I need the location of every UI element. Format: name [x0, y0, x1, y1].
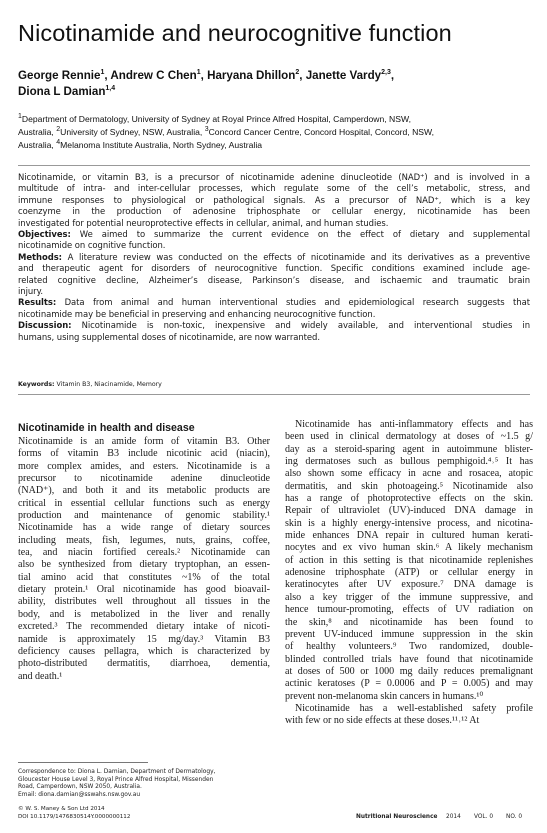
body-line: has a range of photoprotective effects on the skin. — [285, 493, 533, 505]
body-line: tial amino acid that constitutes ~1% of the total — [18, 571, 270, 583]
author-affiliation-mark: 1 — [100, 69, 105, 77]
body-line: skin is a highly energy-intensive process, and nicotina- — [285, 517, 533, 529]
body-line: photo-distributed dermatitis, diarrhoea, dementia, — [18, 658, 270, 670]
body-line: also shown some efficacy in acne and rosacea, atopic — [285, 468, 533, 480]
body-line: actinic keratoses (P = 0.0006 and P = 0.005) and may — [285, 678, 533, 690]
body-line: Repair of ultraviolet (UV)-induced DNA damage in — [285, 505, 533, 517]
section-heading: Nicotinamide in health and disease — [18, 422, 195, 434]
abstract-discussion — [18, 320, 530, 343]
author-affiliation-mark: 2,3 — [381, 69, 391, 77]
body-line: of healthy volunteers.⁹ Two randomized, double- — [285, 641, 533, 653]
body-line: ability, distributes well throughout all tissues in the — [18, 596, 270, 608]
journal-year: 2014 — [446, 814, 461, 820]
body-line: also be synthesized from dietary tryptophan, an essen- — [18, 559, 270, 571]
body-line: also a key trigger of the immune suppressive, and — [285, 591, 533, 603]
body-line: nocytes and ex vivo human skin.⁶ A likely mechanism — [285, 542, 533, 554]
abstract-line: Objectives: We aimed to summarize the current evidence on the effect of dietary and supplemental — [18, 229, 530, 240]
abstract-line: related cognitive decline, Alzheimer’s disease, Parkinson’s disease, and ischaemic and traumatic brain — [18, 274, 530, 285]
journal-volume: VOL. 0 — [474, 814, 494, 820]
abstract-line: humans, using supplemental doses of nicotinamide, are now warranted. — [18, 331, 320, 342]
body-line: tea, and niacin fortified cereals.² Nicotinamide can — [18, 547, 270, 559]
abstract-line: nicotinamide may be beneficial in preserving and enhancing neurocognitive function. — [18, 308, 376, 319]
body-line: excreted.³ The recommended dietary intake of nicoti- — [18, 621, 270, 633]
header-divider — [18, 165, 530, 166]
article-title: Nicotinamide and neurocognitive function — [18, 20, 452, 46]
abstract-line: Results: Data from animal and human interventional studies and epidemiological research suggests that — [18, 297, 530, 308]
abstract-line: coenzyme in the production of adenosine triphosphate or cellular energy, nicotinamide has been — [18, 206, 530, 217]
correspondence — [18, 769, 270, 799]
abstract-line: and therapeutic agent for disorders of neurocognitive function. Specific conditions examined include age- — [18, 263, 530, 274]
body-line: adenosine triphosphate (ATP) or cellular energy in — [285, 567, 533, 579]
abstract-line: Nicotinamide, or vitamin B3, is a precursor of nicotinamide adenine dinucleotide (NAD⁺) and is involved in a — [18, 172, 530, 182]
affiliation-line: Australia, $^4$Melanoma Institute Australia, North Sydney, Australia — [18, 139, 263, 150]
abstract — [18, 172, 530, 343]
body-line: at doses of 500 or 1000 mg daily reduces premalignant — [285, 665, 533, 677]
author-affiliation-mark: 1 — [196, 69, 201, 77]
body-line: prevent non-melanoma skin cancers in humans.¹⁰ — [285, 690, 484, 702]
author-affiliation-mark: 1,4 — [105, 85, 116, 93]
body-left-column — [18, 421, 270, 683]
abstract-line: nicotinamide on cognitive function. — [18, 240, 166, 251]
author-list: George Rennie$^1$, Andrew C Chen$^1$, Haryana Dhillon$^2$, Janette Vardy$^{2,3}$, Diona L Damian$^{1,4}$ — [18, 69, 395, 98]
body-line: production and maintenance of genomic stability.¹ — [18, 510, 270, 522]
body-line: Nicotinamide has a well-established safety profile — [295, 702, 533, 714]
body-line: with few or no side effects at these doses.¹¹˒¹² At — [285, 715, 480, 727]
footer-publisher — [18, 805, 268, 821]
body-line: body, and is metabolized in the liver and renally — [18, 608, 270, 620]
correspondence-divider — [18, 762, 148, 763]
journal-number: NO. 0 — [506, 814, 523, 820]
affiliations — [18, 113, 530, 152]
body-line: prevent UV-induced immune suppression in the skin — [285, 628, 533, 640]
journal-name: Nutritional Neuroscience — [356, 814, 438, 820]
body-line: of action in this setting is that nicotinamide replenishes — [285, 554, 533, 566]
body-line: including meats, fish, legumes, nuts, grains, coffee, — [18, 534, 270, 546]
body-line: namide is approximately 15 mg/day.³ Vitamin B3 — [18, 633, 270, 645]
correspondence-line: Gloucester House Level 3, Royal Prince Alfred Hospital, Missenden — [18, 776, 214, 783]
body-line: precursor to nicotinamide adenine dinucleotide — [18, 473, 270, 485]
body-line: (NAD⁺), and both it and its metabolic products are — [18, 485, 270, 497]
abstract-section-label: Objectives: — [18, 229, 71, 240]
author-name: Haryana Dhillon — [207, 69, 296, 82]
body-line: dermatitis, and skin photoageing.⁵ Nicotinamide also — [285, 480, 533, 492]
abstract-section-label: Discussion: — [18, 320, 72, 331]
body-line: mide enhances DNA repair in cultured human kerati- — [285, 530, 533, 542]
body-line: day as a steroid-sparing agent in autoimmune blister- — [285, 443, 533, 455]
author-name: Diona L Damian — [18, 85, 106, 98]
body-line: deficiency causes pellagra, which is characterized by — [18, 645, 270, 657]
abstract-line: injury. — [18, 286, 43, 297]
doi: DOI 10.1179/1476830514Y.0000000112 — [18, 814, 131, 820]
abstract-line: multitude of intra- and inter-cellular processes, which regulate some of the cell’s metabolic, stress, and — [18, 183, 530, 194]
author-name: Janette Vardy — [305, 69, 382, 82]
right-column-text — [285, 419, 533, 728]
abstract-results — [18, 297, 530, 320]
body-line: forms of vitamin B3 include nicotinic acid (niacin), — [18, 448, 270, 460]
abstract-intro — [18, 172, 530, 229]
abstract-section-label: Results: — [18, 297, 57, 308]
body-line: ing dermatoses such as bullous pemphigoid.⁴˒⁵ It has — [285, 456, 533, 468]
affiliation-line: $^1$Department of Dermatology, University of Sydney at Royal Prince Alfred Hospital, Camperdown, NSW, — [18, 113, 412, 124]
left-column-text — [18, 436, 270, 683]
abstract-divider — [18, 394, 530, 395]
body-line: hence tumour-promoting, effects of UV radiation on — [285, 604, 533, 616]
abstract-objectives — [18, 229, 530, 252]
abstract-methods — [18, 252, 530, 298]
footer-journal-info — [356, 814, 536, 820]
correspondence-line: Road, Camperdown, NSW 2050, Australia. — [18, 784, 142, 791]
body-right-column — [285, 419, 533, 728]
author-affiliation-mark: 2 — [295, 69, 300, 77]
keywords-text: Vitamin B3, Niacinamide, Memory — [54, 381, 162, 388]
body-line: Nicotinamide has anti-inflammatory effects and has — [295, 419, 533, 430]
copyright: © W. S. Maney & Son Ltd 2014 — [18, 806, 105, 812]
abstract-line: Discussion: Nicotinamide is non-toxic, inexpensive and widely available, and interventional studies in — [18, 320, 530, 331]
body-line: and death.¹ — [18, 670, 63, 682]
abstract-line: Methods: A literature review was conducted on the effects of nicotinamide and its derivatives as a preventive — [18, 251, 530, 262]
body-line: been used in clinical dermatology at doses of ~1.5 g/ — [285, 431, 533, 443]
body-line: Nicotinamide has a wide range of dietary sources — [18, 522, 270, 534]
body-line: blinded controlled trials have found that nicotinamide — [285, 653, 533, 665]
body-line: more complex amides, and esters. Nicotinamide is a — [18, 460, 270, 472]
body-line: the skin,⁸ and nicotinamide has been found to — [285, 616, 533, 628]
abstract-line: immune responses to physiological or pathological signals. As a precursor of NAD⁺, which is a key — [18, 194, 530, 205]
body-line: Nicotinamide is an amide form of vitamin B3. Other — [18, 436, 270, 447]
correspondence-line: Email: diona.damian@sswahs.nsw.gov.au — [18, 791, 141, 798]
author-name: Andrew C Chen — [110, 69, 197, 82]
abstract-line: investigated for potential neuroprotective effects in cellular, animal, and human studies. — [18, 217, 389, 228]
keywords — [18, 381, 530, 388]
affiliation-line: Australia, $^2$University of Sydney, NSW, Australia, $^3$Concord Cancer Centre, Concord Hospital, Concord, NSW, — [18, 126, 435, 137]
author-name: George Rennie — [18, 69, 101, 82]
abstract-section-label: Methods: — [18, 251, 62, 262]
keywords-label: Keywords: — [18, 381, 55, 388]
correspondence-line: Correspondence to: Diona L. Damian, Department of Dermatology, — [18, 769, 216, 775]
body-line: critical in essential cellular functions such as energy — [18, 497, 270, 509]
body-line: keratinocytes after UV exposure.⁷ DNA damage is — [285, 579, 533, 591]
body-line: dietary protein.¹ Oral nicotinamide has good bioavail- — [18, 584, 270, 596]
